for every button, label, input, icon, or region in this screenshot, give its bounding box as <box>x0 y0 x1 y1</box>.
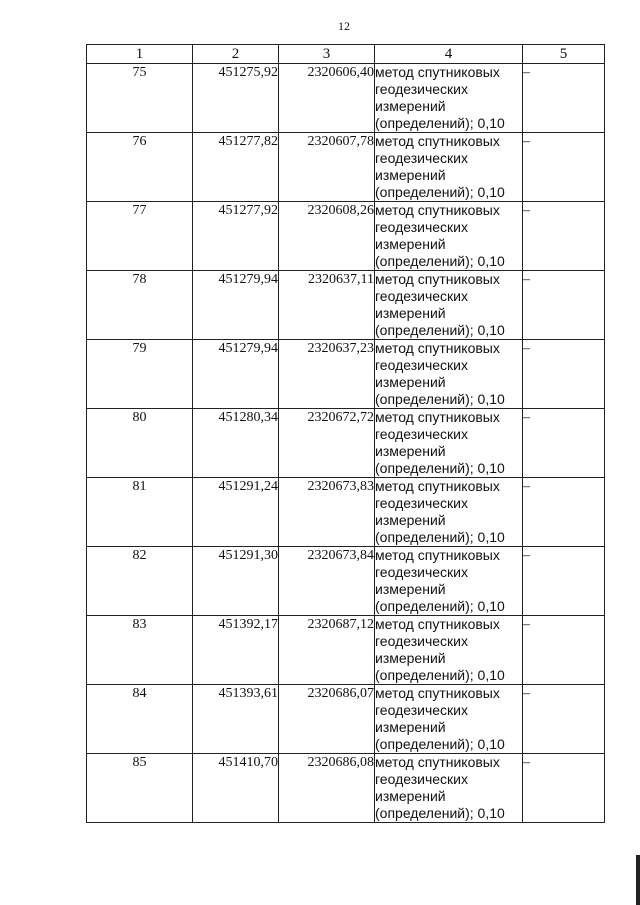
method-description <box>375 202 523 271</box>
method-line: метод спутниковых <box>375 547 500 563</box>
column-header-3: 3 <box>279 45 375 64</box>
point-number: 85 <box>87 754 193 823</box>
method-line: измерений <box>375 236 446 252</box>
method-line: измерений <box>375 788 446 804</box>
method-line: метод спутниковых <box>375 409 500 425</box>
note-cell: – <box>523 202 605 271</box>
method-line: измерений <box>375 719 446 735</box>
note-cell: – <box>523 685 605 754</box>
method-line: геодезических <box>375 288 468 304</box>
note-cell: – <box>523 340 605 409</box>
method-line: (определений); 0,10 <box>375 184 505 200</box>
coordinate-y: 2320608,26 <box>279 202 375 271</box>
method-line: метод спутниковых <box>375 754 500 770</box>
method-line: (определений); 0,10 <box>375 667 505 683</box>
coordinate-x: 451279,94 <box>193 340 279 409</box>
method-line: (определений); 0,10 <box>375 115 505 131</box>
method-line: (определений); 0,10 <box>375 598 505 614</box>
coordinate-y: 2320606,40 <box>279 64 375 133</box>
method-line: метод спутниковых <box>375 271 500 287</box>
method-description <box>375 547 523 616</box>
table-row <box>87 133 605 202</box>
method-line: геодезических <box>375 702 468 718</box>
note-cell: – <box>523 616 605 685</box>
method-line: метод спутниковых <box>375 133 500 149</box>
coordinate-x: 451410,70 <box>193 754 279 823</box>
method-line: измерений <box>375 305 446 321</box>
table-row <box>87 271 605 340</box>
table-row <box>87 202 605 271</box>
method-description <box>375 616 523 685</box>
method-line: измерений <box>375 98 446 114</box>
method-line: измерений <box>375 443 446 459</box>
coordinate-y: 2320607,78 <box>279 133 375 202</box>
table-row <box>87 340 605 409</box>
method-line: геодезических <box>375 219 468 235</box>
method-line: метод спутниковых <box>375 202 500 218</box>
method-line: метод спутниковых <box>375 616 500 632</box>
note-cell: – <box>523 133 605 202</box>
method-line: геодезических <box>375 495 468 511</box>
note-cell: – <box>523 547 605 616</box>
table-row <box>87 64 605 133</box>
table-row <box>87 754 605 823</box>
method-description <box>375 64 523 133</box>
method-line: геодезических <box>375 633 468 649</box>
page-number: 12 <box>338 19 350 33</box>
coordinate-y: 2320637,23 <box>279 340 375 409</box>
method-description <box>375 340 523 409</box>
point-number: 80 <box>87 409 193 478</box>
coordinate-x: 451392,17 <box>193 616 279 685</box>
method-line: метод спутниковых <box>375 478 500 494</box>
coordinate-x: 451291,30 <box>193 547 279 616</box>
method-line: (определений); 0,10 <box>375 736 505 752</box>
table-row <box>87 547 605 616</box>
point-number: 82 <box>87 547 193 616</box>
table-row <box>87 616 605 685</box>
method-line: (определений); 0,10 <box>375 529 505 545</box>
method-line: метод спутниковых <box>375 340 500 356</box>
method-line: геодезических <box>375 357 468 373</box>
method-line: измерений <box>375 581 446 597</box>
note-cell: – <box>523 409 605 478</box>
point-number: 76 <box>87 133 193 202</box>
coordinate-y: 2320673,84 <box>279 547 375 616</box>
point-number: 77 <box>87 202 193 271</box>
coordinate-y: 2320686,07 <box>279 685 375 754</box>
column-header-2: 2 <box>193 45 279 64</box>
note-cell: – <box>523 271 605 340</box>
method-line: (определений); 0,10 <box>375 253 505 269</box>
method-line: (определений); 0,10 <box>375 322 505 338</box>
point-number: 83 <box>87 616 193 685</box>
coordinate-x: 451279,94 <box>193 271 279 340</box>
method-description <box>375 478 523 547</box>
point-number: 84 <box>87 685 193 754</box>
coordinate-y: 2320637,11 <box>279 271 375 340</box>
note-cell: – <box>523 478 605 547</box>
method-line: геодезических <box>375 564 468 580</box>
coordinate-x: 451291,24 <box>193 478 279 547</box>
coordinate-y: 2320673,83 <box>279 478 375 547</box>
note-cell: – <box>523 64 605 133</box>
method-line: геодезических <box>375 81 468 97</box>
method-line: измерений <box>375 167 446 183</box>
coordinate-x: 451277,92 <box>193 202 279 271</box>
point-number: 78 <box>87 271 193 340</box>
table-row <box>87 478 605 547</box>
method-description <box>375 271 523 340</box>
coordinate-x: 451277,82 <box>193 133 279 202</box>
column-header-1: 1 <box>87 45 193 64</box>
method-line: (определений); 0,10 <box>375 805 505 821</box>
point-number: 79 <box>87 340 193 409</box>
method-description <box>375 685 523 754</box>
coordinate-x: 451275,92 <box>193 64 279 133</box>
coordinate-y: 2320687,12 <box>279 616 375 685</box>
note-cell: – <box>523 754 605 823</box>
coordinates-table <box>86 44 605 823</box>
method-line: метод спутниковых <box>375 64 500 80</box>
method-line: измерений <box>375 374 446 390</box>
method-line: метод спутниковых <box>375 685 500 701</box>
coordinate-y: 2320672,72 <box>279 409 375 478</box>
method-line: геодезических <box>375 426 468 442</box>
table-header-row <box>87 45 605 64</box>
method-line: геодезических <box>375 771 468 787</box>
column-header-5: 5 <box>523 45 605 64</box>
table-row <box>87 685 605 754</box>
method-line: измерений <box>375 650 446 666</box>
method-description <box>375 133 523 202</box>
method-line: (определений); 0,10 <box>375 391 505 407</box>
coordinate-x: 451393,61 <box>193 685 279 754</box>
point-number: 81 <box>87 478 193 547</box>
table-row <box>87 409 605 478</box>
coordinate-y: 2320686,08 <box>279 754 375 823</box>
point-number: 75 <box>87 64 193 133</box>
method-line: (определений); 0,10 <box>375 460 505 476</box>
method-line: геодезических <box>375 150 468 166</box>
method-line: измерений <box>375 512 446 528</box>
column-header-4: 4 <box>375 45 523 64</box>
coordinate-x: 451280,34 <box>193 409 279 478</box>
method-description <box>375 409 523 478</box>
method-description <box>375 754 523 823</box>
scan-edge-mark <box>636 855 640 905</box>
